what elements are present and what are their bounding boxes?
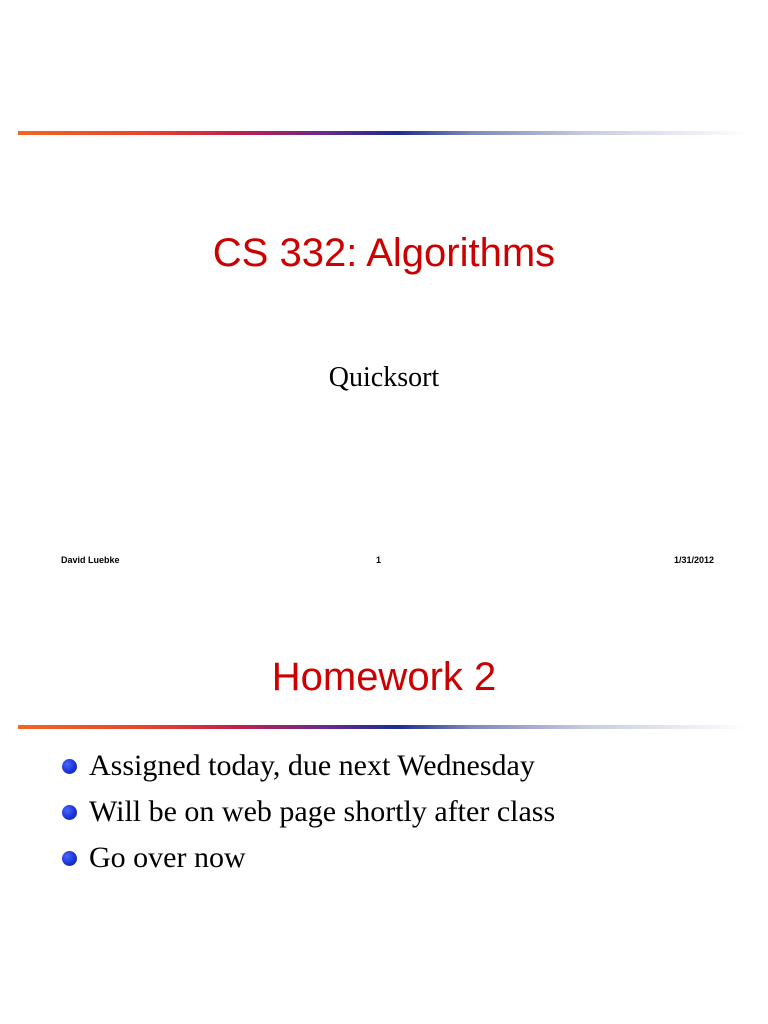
slide-title: CS 332: Algorithms [212, 231, 556, 275]
bullet-text: Go over now [89, 841, 246, 874]
bullet-icon [62, 759, 77, 774]
list-item [62, 835, 555, 881]
bullet-text: Assigned today, due next Wednesday [89, 749, 535, 782]
footer-page-number: 1 [376, 555, 382, 565]
slide-2 [0, 580, 768, 1024]
list-item [62, 743, 555, 789]
gradient-divider [18, 725, 748, 729]
bullet-list [62, 743, 555, 881]
slide-title: Homework 2 [271, 655, 497, 699]
footer-author: David Luebke [61, 555, 120, 565]
bullet-icon [62, 851, 77, 866]
bullet-icon [62, 805, 77, 820]
bullet-text: Will be on web page shortly after class [89, 795, 556, 828]
gradient-divider [18, 131, 748, 135]
footer-date: 1/31/2012 [674, 555, 715, 565]
list-item [62, 789, 555, 835]
slide-subtitle: Quicksort [328, 362, 440, 393]
